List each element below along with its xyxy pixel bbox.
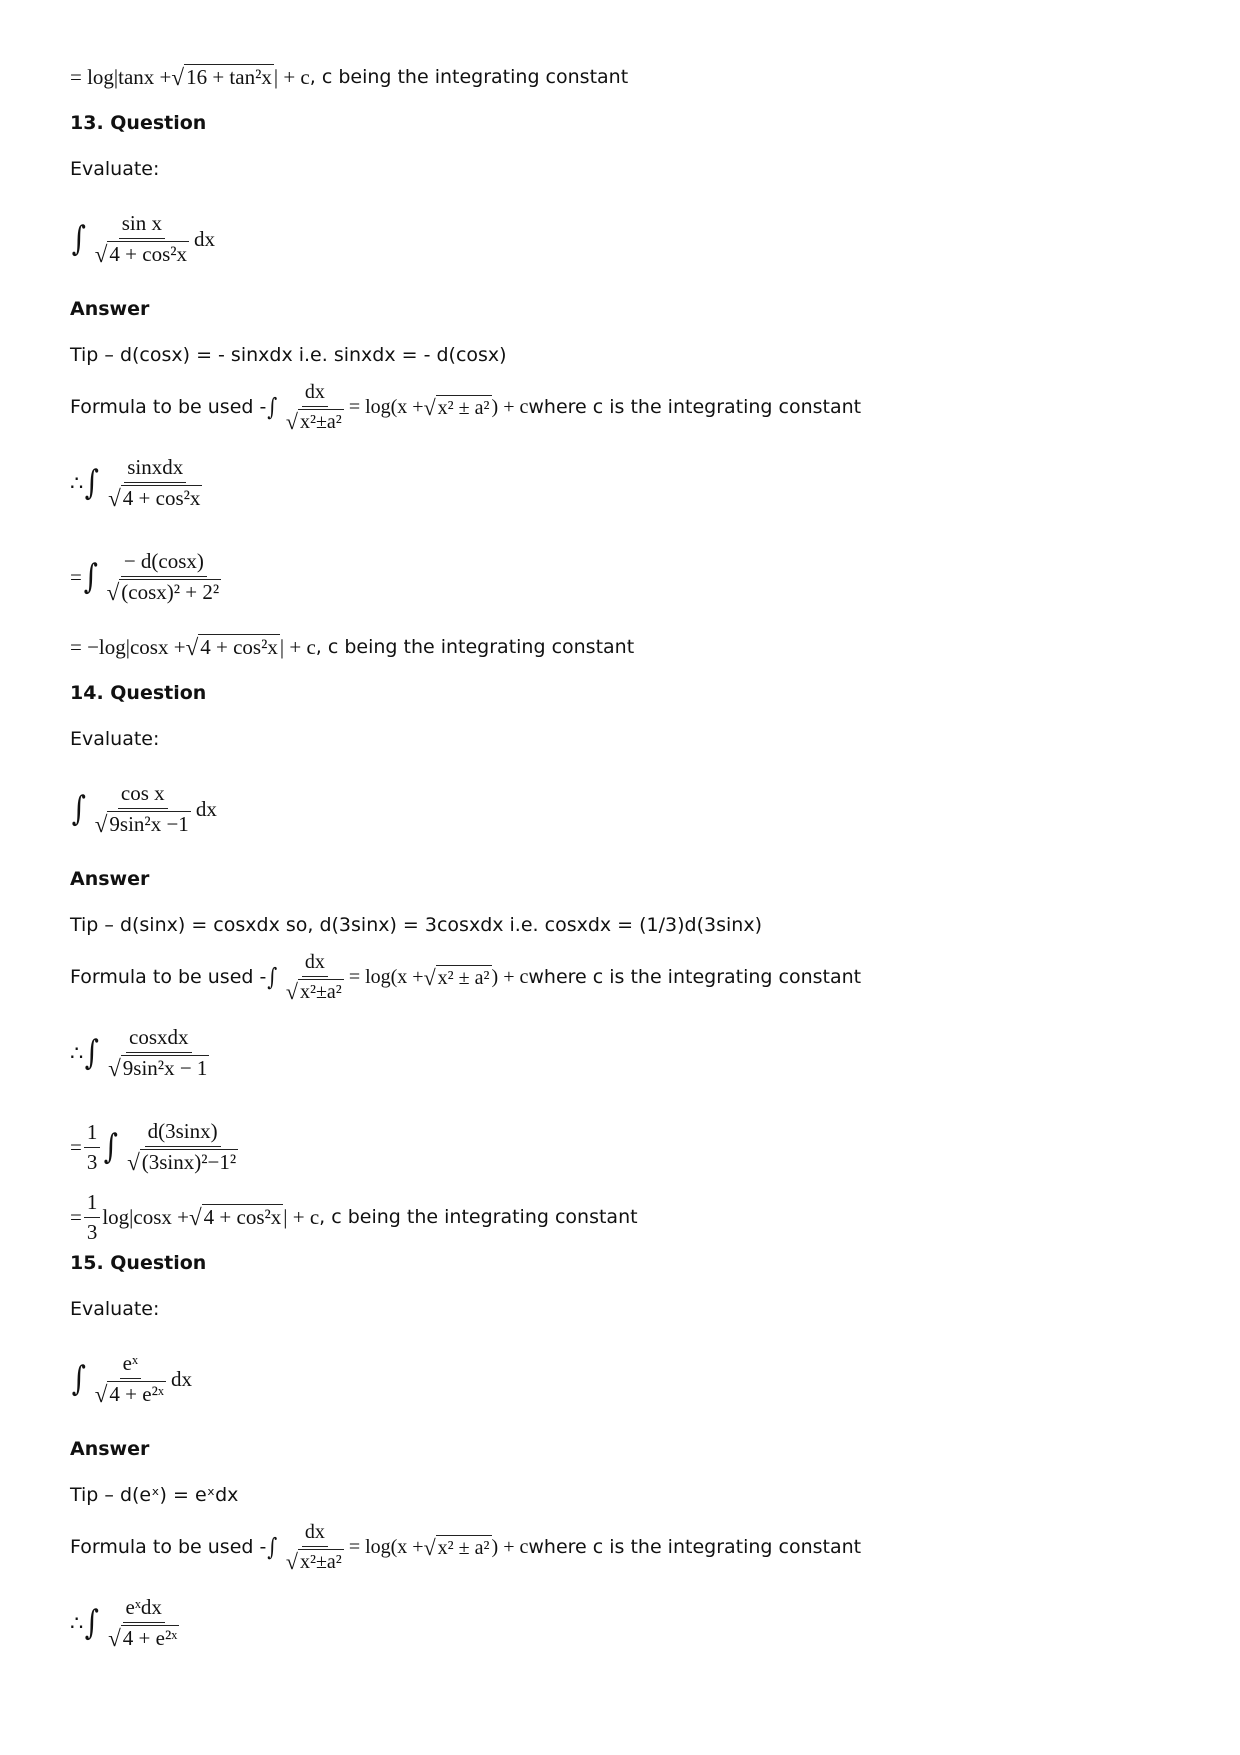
math-text: 3 (86, 1219, 98, 1244)
fraction (92, 211, 192, 268)
math-text: dx (170, 1366, 192, 1391)
radical-sign: √ (94, 240, 108, 267)
math-text: dx (195, 796, 217, 821)
math-text: = log(x + (348, 1535, 424, 1558)
radical-sign: √ (108, 1054, 121, 1081)
fraction (283, 381, 347, 434)
math-text: 9sin²x − 1 (122, 1055, 208, 1080)
math-text: dx (304, 1520, 325, 1543)
text-line (70, 902, 1170, 948)
fraction (283, 1521, 347, 1574)
body-text: , c being the integrating constant (315, 636, 635, 658)
numerator (302, 1521, 328, 1547)
radical-sign: √ (285, 978, 298, 1004)
formula-line (70, 378, 1170, 436)
math-text: 9sin²x −1 (109, 811, 189, 836)
body-text: 13. Question (70, 112, 207, 134)
integral-sign: ∫ (267, 393, 278, 421)
math-text: eˣ (122, 1350, 139, 1375)
fraction (105, 1025, 212, 1082)
numerator (120, 1351, 141, 1379)
math-text: sinxdx (127, 454, 184, 479)
question-heading (70, 100, 1170, 146)
numerator (124, 455, 186, 483)
formula-line (70, 1518, 1170, 1576)
math-text: x²±a² (299, 980, 342, 1003)
question-heading (70, 1240, 1170, 1286)
radical-sign: √ (94, 1380, 108, 1407)
math-text: eˣdx (125, 1594, 162, 1619)
math-text: ) + c (491, 965, 529, 988)
math-text: = log|tanx + (70, 64, 172, 89)
square-root (107, 579, 222, 604)
body-text: 15. Question (70, 1252, 207, 1274)
text-line (70, 1189, 1170, 1244)
square-root (127, 1149, 238, 1174)
square-root (286, 409, 344, 433)
radical-sign: √ (423, 395, 436, 420)
body-text: where c is the integrating constant (528, 966, 862, 988)
math-text: 1 (86, 1189, 98, 1214)
denominator (92, 1379, 169, 1408)
square-root (108, 1055, 209, 1080)
body-text: Evaluate: (70, 158, 160, 180)
math-display (70, 1576, 1170, 1670)
math-text: = (70, 564, 82, 589)
integral-sign: ∫ (85, 1603, 100, 1643)
square-root (95, 1381, 166, 1406)
fraction (92, 1351, 169, 1408)
body-text: Answer (70, 868, 150, 890)
numerator (126, 1025, 192, 1053)
math-text: = −log|cosx + (70, 634, 186, 659)
math-text: (cosx)² + 2² (121, 579, 220, 604)
integral-sign: ∫ (85, 463, 100, 503)
body-text: Formula to be used - (70, 966, 267, 988)
body-text: Answer (70, 1438, 150, 1460)
math-text: dx (304, 950, 325, 973)
square-root (286, 1549, 344, 1573)
text-line (70, 54, 1170, 100)
math-display (70, 530, 1170, 624)
math-text: | + c (273, 64, 310, 89)
square-root (108, 485, 202, 510)
math-text: ) + c (491, 1535, 529, 1558)
math-display (70, 1332, 1170, 1426)
math-text: d(3sinx) (147, 1118, 218, 1143)
denominator (283, 977, 347, 1004)
integral-sign: ∫ (71, 789, 86, 829)
math-text: (3sinx)²−1² (141, 1149, 237, 1174)
square-root (95, 811, 191, 836)
math-text: = (70, 1204, 82, 1229)
denominator (84, 1218, 101, 1245)
math-text: 4 + cos²x (109, 241, 188, 266)
square-root (286, 979, 344, 1003)
body-text: Evaluate: (70, 728, 160, 750)
fraction (105, 455, 205, 512)
math-text: ∴ (70, 470, 84, 495)
integral-sign: ∫ (85, 1033, 100, 1073)
radical-sign: √ (423, 965, 436, 990)
square-root (186, 634, 280, 659)
body-text: , c being the integrating constant (309, 66, 629, 88)
numerator (84, 1120, 101, 1148)
radical-sign: √ (423, 1535, 436, 1560)
body-text: Formula to be used - (70, 396, 267, 418)
math-display (70, 1006, 1170, 1100)
math-text: 4 + e²ˣ (122, 1625, 178, 1650)
math-text: sin x (121, 210, 163, 235)
fraction (104, 549, 225, 606)
integral-sign: ∫ (83, 557, 98, 597)
square-root (189, 1204, 283, 1229)
numerator (302, 381, 328, 407)
numerator (145, 1119, 221, 1147)
square-root (171, 64, 273, 89)
math-text: dx (304, 380, 325, 403)
text-line (70, 146, 1170, 192)
body-text: where c is the integrating constant (528, 396, 862, 418)
text-line (70, 716, 1170, 762)
numerator (119, 211, 165, 239)
math-display (70, 1100, 1170, 1194)
denominator (104, 577, 225, 606)
math-text: log|cosx + (102, 1204, 189, 1229)
math-text: x² ± a² (437, 1537, 490, 1559)
fraction (124, 1119, 241, 1176)
denominator (283, 1547, 347, 1574)
math-text: | + c (283, 1204, 320, 1229)
integral-sign: ∫ (267, 1533, 278, 1561)
text-line (70, 332, 1170, 378)
radical-sign: √ (108, 1624, 121, 1651)
integral-sign: ∫ (267, 963, 278, 991)
question-heading (70, 1426, 1170, 1472)
fraction (92, 781, 194, 838)
numerator (118, 781, 168, 809)
math-text: dx (194, 226, 216, 251)
math-text: − d(cosx) (123, 548, 204, 573)
math-text: x² ± a² (437, 967, 490, 989)
numerator (84, 1190, 101, 1218)
denominator (124, 1147, 241, 1176)
fraction (84, 1190, 101, 1245)
square-root (424, 965, 492, 989)
numerator (123, 1595, 165, 1623)
radical-sign: √ (127, 1148, 140, 1175)
body-text: Answer (70, 298, 150, 320)
square-root (424, 1535, 492, 1559)
math-text: cosxdx (129, 1024, 189, 1049)
integral-sign: ∫ (71, 1359, 86, 1399)
math-text: x²±a² (299, 410, 342, 433)
square-root (95, 241, 189, 266)
math-text: = log(x + (348, 395, 424, 418)
radical-sign: √ (185, 634, 199, 661)
math-text: ∴ (70, 1610, 84, 1635)
math-text: 1 (86, 1119, 98, 1144)
radical-sign: √ (285, 1548, 298, 1574)
math-text: ) + c (491, 395, 529, 418)
math-text: ∴ (70, 1040, 84, 1065)
denominator (92, 809, 194, 838)
body-text: Tip – d(cosx) = - sinxdx i.e. sinxdx = - d(cosx) (70, 344, 507, 366)
square-root (108, 1625, 179, 1650)
math-text: x²±a² (299, 1550, 342, 1573)
text-line (70, 1286, 1170, 1332)
question-heading (70, 670, 1170, 716)
denominator (105, 483, 205, 512)
radical-sign: √ (285, 408, 298, 434)
math-text: cos x (120, 780, 165, 805)
math-text: | + c (279, 634, 316, 659)
math-text: x² ± a² (437, 397, 490, 419)
math-text: 4 + e²ˣ (109, 1381, 164, 1406)
square-root (424, 395, 492, 419)
math-text: = log(x + (348, 965, 424, 988)
body-text: Tip – d(eˣ) = eˣdx (70, 1484, 239, 1506)
fraction (105, 1595, 182, 1652)
math-text: 4 + cos²x (200, 635, 278, 660)
radical-sign: √ (94, 810, 108, 837)
question-heading (70, 856, 1170, 902)
radical-sign: √ (171, 64, 185, 91)
radical-sign: √ (188, 1204, 202, 1231)
numerator (302, 951, 328, 977)
denominator (84, 1148, 101, 1175)
denominator (283, 407, 347, 434)
denominator (105, 1053, 212, 1082)
integral-sign: ∫ (71, 219, 86, 259)
question-heading (70, 286, 1170, 332)
numerator (121, 549, 207, 577)
math-display (70, 192, 1170, 286)
fraction (84, 1120, 101, 1175)
radical-sign: √ (108, 484, 121, 511)
math-text: 4 + cos²x (122, 485, 201, 510)
math-text: 3 (86, 1149, 98, 1174)
math-display (70, 762, 1170, 856)
document-page (70, 54, 1170, 1670)
text-line (70, 1472, 1170, 1518)
math-text: 16 + tan²x (186, 65, 272, 90)
body-text: where c is the integrating constant (528, 1536, 862, 1558)
integral-sign: ∫ (104, 1127, 119, 1167)
math-display (70, 436, 1170, 530)
formula-line (70, 948, 1170, 1006)
body-text: Formula to be used - (70, 1536, 267, 1558)
body-text: Evaluate: (70, 1298, 160, 1320)
denominator (92, 239, 192, 268)
math-text: 4 + cos²x (203, 1205, 282, 1230)
radical-sign: √ (106, 578, 120, 605)
body-text: , c being the integrating constant (319, 1206, 638, 1228)
body-text: Tip – d(sinx) = cosxdx so, d(3sinx) = 3cosxdx i.e. cosxdx = (1/3)d(3sinx) (70, 914, 762, 936)
fraction (283, 951, 347, 1004)
denominator (105, 1623, 182, 1652)
body-text: 14. Question (70, 682, 207, 704)
math-text: = (70, 1134, 82, 1159)
text-line (70, 624, 1170, 670)
